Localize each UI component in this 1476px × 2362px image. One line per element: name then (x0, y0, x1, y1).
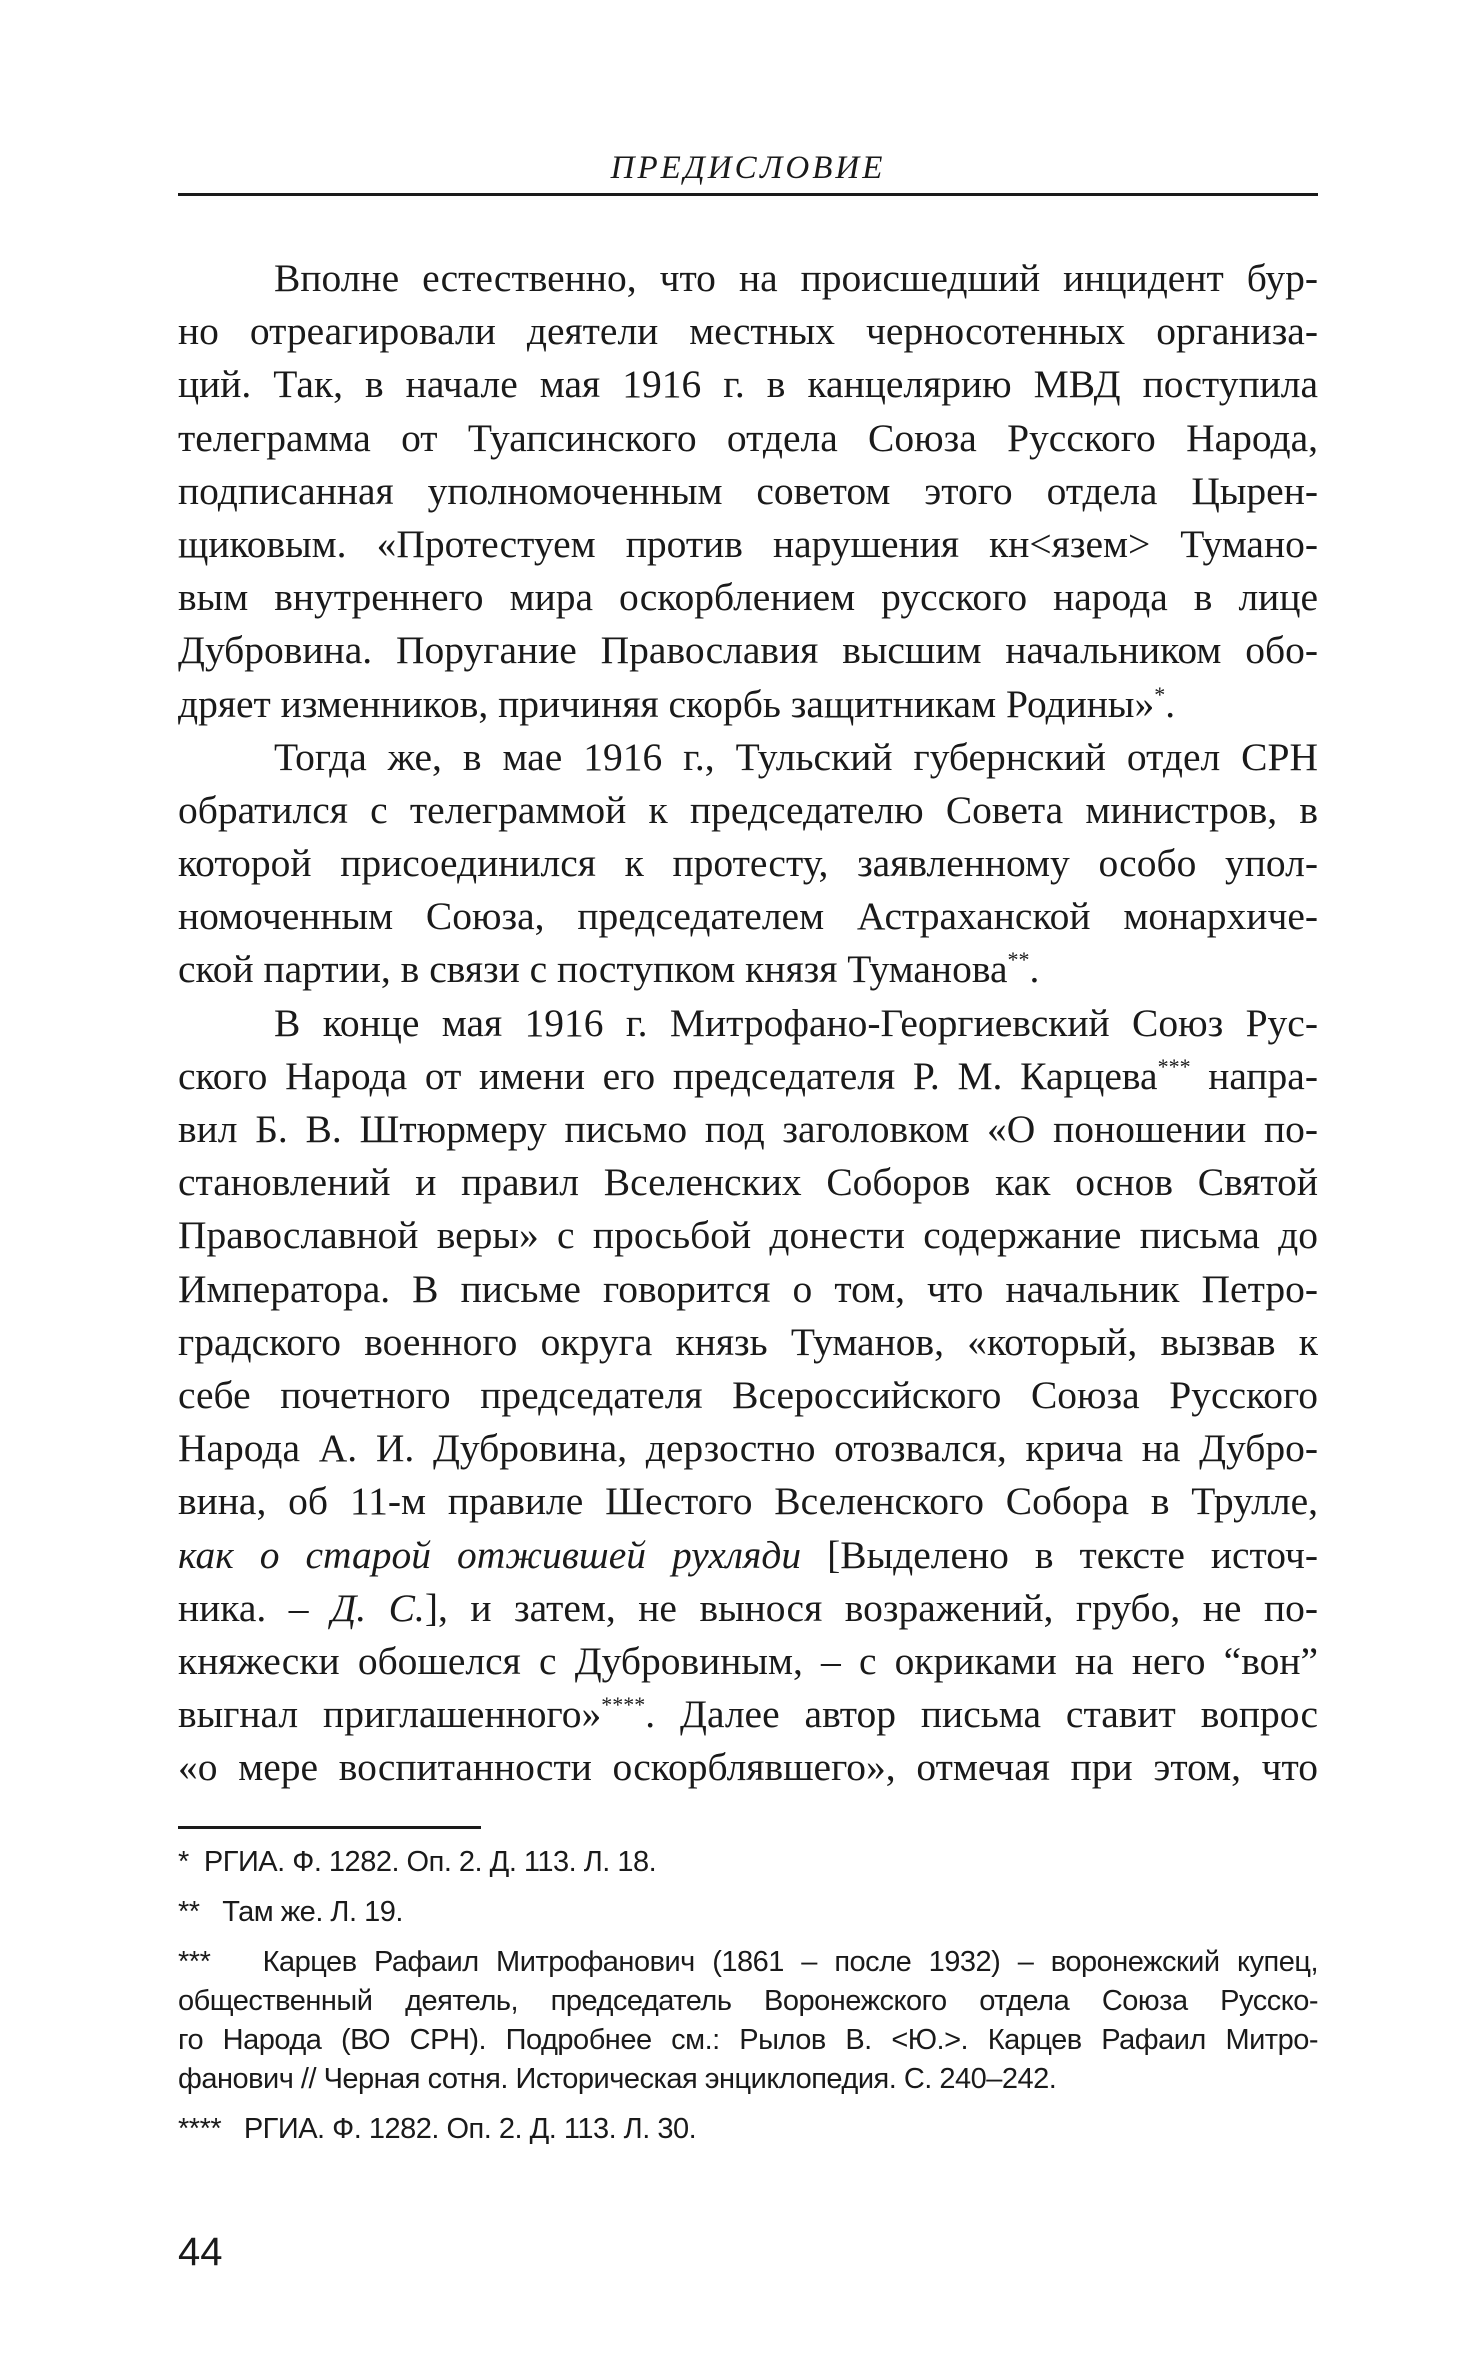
body-line: градского военного округа князь Туманов, «который, вызвав к (178, 1319, 1318, 1364)
page-number: 44 (178, 2230, 223, 2274)
body-line-text: ской партии, в связи с поступком князя Туманова (178, 947, 1008, 992)
body-line-text: . (1165, 681, 1176, 726)
body-line: Народа А. И. Дубровина, дерзостно отозвался, крича на Дубро- (178, 1426, 1318, 1471)
footnote-4 (178, 2110, 1318, 2149)
body-line: Православной веры» с просьбой донести содержание письма до (178, 1213, 1318, 1258)
footnote-line (178, 1843, 1318, 1882)
footnote-rule (178, 1826, 481, 1829)
body-line (178, 1050, 1318, 1103)
body-line: вым внутреннего мира оскорблением русского народа в лице (178, 575, 1318, 620)
footnote-text: РГИА. Ф. 1282. Оп. 2. Д. 113. Л. 18. (203, 1846, 657, 1878)
body-line-text: ], и затем, не вынося возражений, грубо, не по- (424, 1585, 1318, 1630)
body-line (178, 1529, 1318, 1582)
footnote-mark: ** (178, 1896, 200, 1928)
body-line (178, 1688, 1318, 1741)
body-line: которой присоединился к протесту, заявленному особо упол- (178, 841, 1318, 886)
footnote-line: общественный деятель, председатель Воронежского отдела Союза Русско- (178, 1985, 1318, 2017)
footnote-ref-4: **** (601, 1692, 646, 1718)
body-line: В конце мая 1916 г. Митрофано-Георгиевский Союз Рус- (274, 1000, 1318, 1045)
body-line: себе почетного председателя Всероссийского Союза Русского (178, 1372, 1318, 1417)
body-line (178, 943, 1318, 996)
header-rule (178, 193, 1318, 196)
body-line: номоченным Союза, председателем Астраханской монархиче- (178, 894, 1318, 939)
body-line-text: [Выделено в тексте источ- (801, 1532, 1318, 1577)
body-line: телеграмма от Туапсинского отдела Союза Русского Народа, (178, 415, 1318, 460)
body-line-text: . (1029, 947, 1040, 992)
footnote-ref-2: ** (1007, 947, 1030, 973)
footnote-text: РГИА. Ф. 1282. Оп. 2. Д. 113. Л. 30. (243, 2113, 697, 2145)
footnotes (178, 1843, 1318, 2160)
italic-quote: как о старой отжившей рухляди (178, 1532, 802, 1577)
italic-initials: Д. С. (331, 1585, 425, 1630)
body-line-text: выгнал приглашенного» (178, 1692, 602, 1737)
body-line: становлений и правил Вселенских Соборов как основ Святой (178, 1160, 1318, 1205)
footnote-line (178, 2110, 1318, 2149)
body-line: Тогда же, в мае 1916 г., Тульский губернский отдел СРН (274, 734, 1318, 779)
footnote-mark: *** (178, 1946, 211, 1978)
footnote-text: Там же. Л. 19. (222, 1896, 403, 1928)
body-line: «о мере воспитанности оскорблявшего», отмечая при этом, что (178, 1745, 1318, 1790)
body-line (178, 678, 1318, 731)
running-head: ПРЕДИСЛОВИЕ (610, 150, 886, 186)
body-line: Императора. В письме говорится о том, что начальник Петро- (178, 1266, 1318, 1311)
footnote-line (178, 1893, 1318, 1932)
body-line-text: ника. – (178, 1585, 332, 1630)
footnote-2 (178, 1893, 1318, 1932)
body-line: обратился с телеграммой к председателю Совета министров, в (178, 787, 1318, 832)
footnote-line: фанович // Черная сотня. Историческая энциклопедия. С. 240–242. (178, 2063, 1057, 2095)
body-line: щиковым. «Протестуем против нарушения кн<язем> Тумано- (178, 521, 1318, 566)
body-line-text: напра- (1190, 1053, 1318, 1098)
body-line-text: ского Народа от имени его председателя Р. М. Карцева (178, 1053, 1158, 1098)
body-line: но отреагировали деятели местных черносотенных организа- (178, 309, 1318, 354)
body-line: вина, об 11-м правиле Шестого Вселенского Собора в Трулле, (178, 1479, 1318, 1524)
body-text (178, 252, 1318, 1794)
footnote-1 (178, 1843, 1318, 1882)
footnote-3 (178, 1943, 1318, 2099)
body-line: Дубровина. Поругание Православия высшим начальником обо- (178, 628, 1318, 673)
footnote-text: Карцев Рафаил Митрофанович (1861 – после 1932) – воронежский купец, (262, 1946, 1318, 1978)
footnote-mark: * (178, 1846, 189, 1878)
footnote-line (178, 1943, 1318, 1982)
footnote-line: го Народа (ВО СРН). Подробнее см.: Рылов В. <Ю.>. Карцев Рафаил Митро- (178, 2024, 1318, 2056)
footnote-mark: **** (178, 2113, 222, 2145)
footnote-ref-3: *** (1157, 1053, 1191, 1079)
footnote-ref-1: * (1154, 681, 1166, 707)
body-line (178, 1582, 1318, 1635)
body-line: Вполне естественно, что на происшедший инцидент бур- (274, 256, 1318, 300)
body-line: вил Б. В. Штюрмеру письмо под заголовком «О поношении по- (178, 1107, 1318, 1151)
body-line-text: . Далее автор письма ставит вопрос (645, 1692, 1319, 1737)
body-line: ций. Так, в начале мая 1916 г. в канцелярию МВД поступила (178, 362, 1318, 407)
body-line: княжески обошелся с Дубровиным, – с окриками на него “вон” (178, 1638, 1318, 1683)
body-line: подписанная уполномоченным советом этого отдела Цырен- (178, 468, 1318, 513)
body-line-text: дряет изменников, причиняя скорбь защитникам Родины» (178, 681, 1155, 726)
